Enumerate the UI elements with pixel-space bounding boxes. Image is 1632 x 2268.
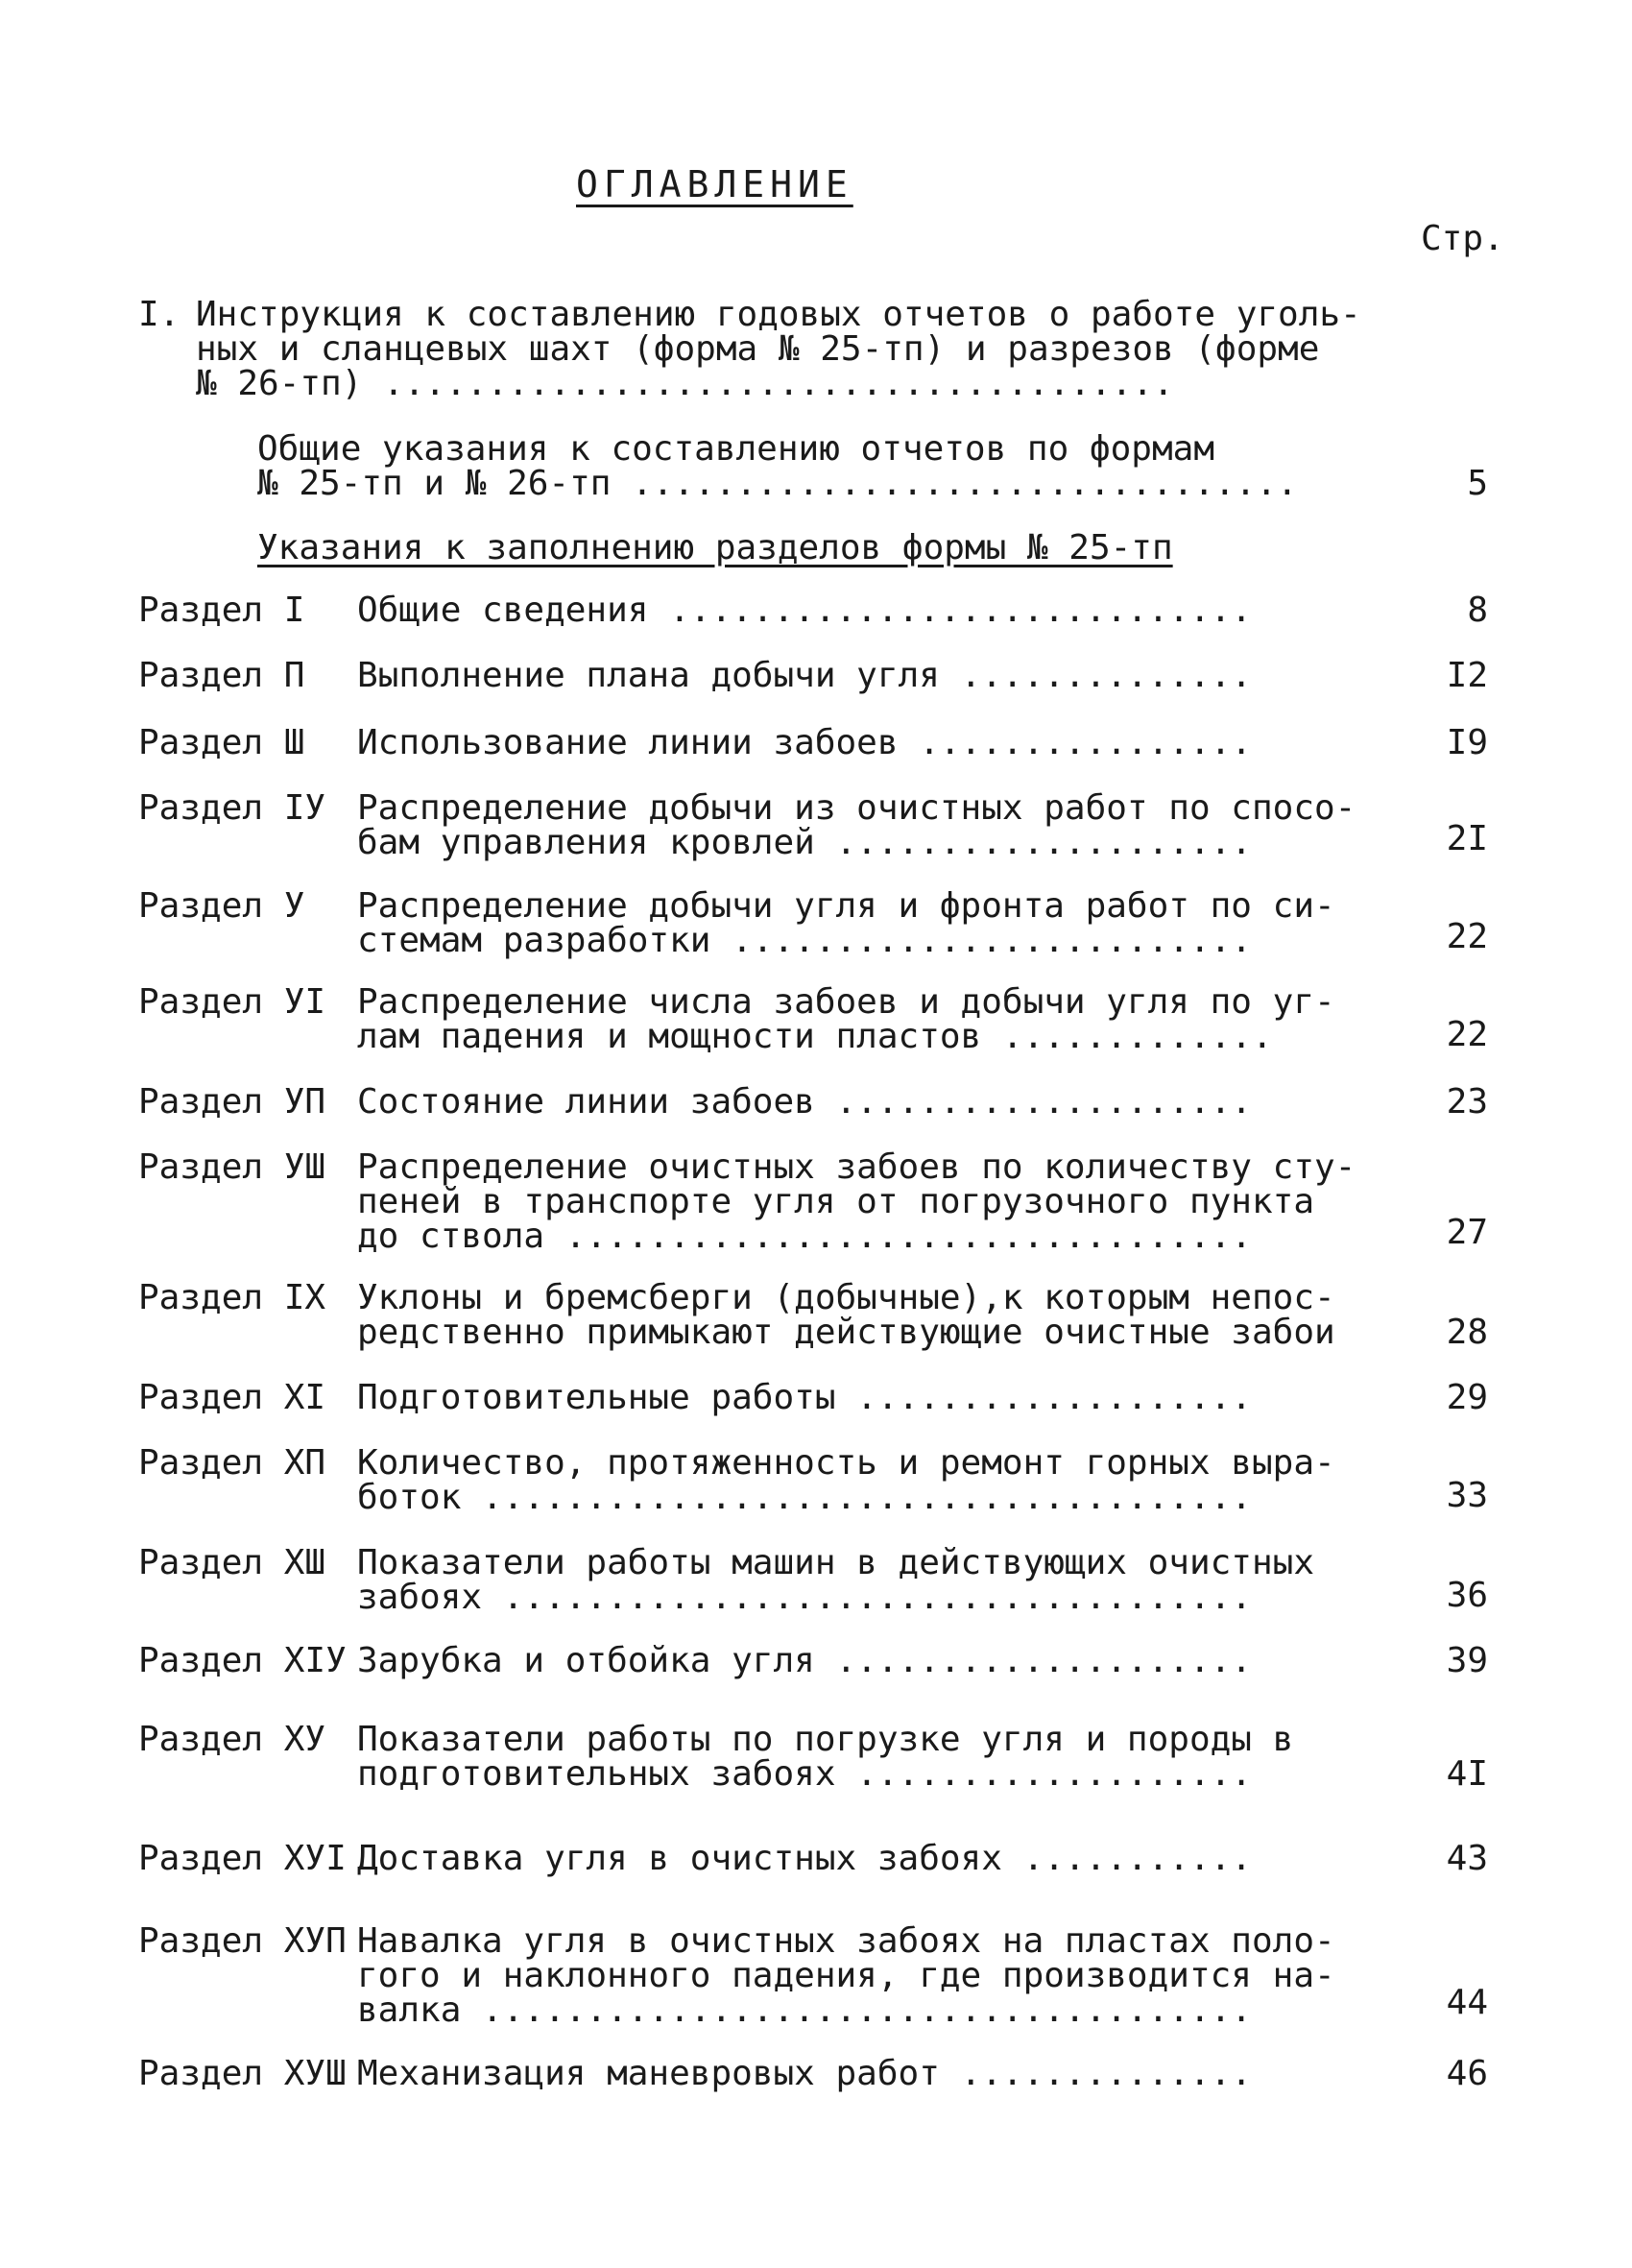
section-label: Раздел XI xyxy=(138,1378,326,1417)
section-line: забоях .................................... xyxy=(357,1578,1252,1617)
section-page: 39 xyxy=(1446,1641,1488,1680)
section-label: Раздел Ш xyxy=(138,723,305,762)
section-line: лам падения и мощности пластов ............. xyxy=(357,1017,1273,1056)
section-line: Механизация маневровых работ .............. xyxy=(357,2054,1252,2093)
section-line: Количество, протяженность и ремонт горных выра- xyxy=(357,1443,1335,1483)
section-title xyxy=(357,1543,1314,1617)
part1-line: Инструкция к составлению годовых отчетов о работе уголь- xyxy=(196,295,1361,334)
section-line: Доставка угля в очистных забоях ........... xyxy=(357,1839,1252,1878)
section-title xyxy=(357,1921,1335,2030)
section-line: Подготовительные работы ................... xyxy=(357,1378,1252,1417)
section-label: Раздел УШ xyxy=(138,1147,326,1187)
section-title xyxy=(357,1839,1252,1878)
section-page: 46 xyxy=(1446,2054,1488,2093)
section-label: Раздел XУI xyxy=(138,1839,347,1878)
general-line: Общие указания к составлению отчетов по формам xyxy=(257,429,1214,469)
section-line: Уклоны и бремсберги (добычные),к которым непос- xyxy=(357,1278,1335,1317)
section-label: Раздел I xyxy=(138,591,305,630)
section-label: Раздел XУП xyxy=(138,1921,347,1961)
section-line: Показатели работы по погрузке угля и породы в xyxy=(357,1720,1294,1759)
section-page: 8 xyxy=(1467,591,1488,630)
section-line: Распределение добычи угля и фронта работ по си- xyxy=(357,886,1335,926)
section-title xyxy=(357,1443,1335,1517)
section-title xyxy=(357,982,1335,1056)
section-title xyxy=(357,723,1252,762)
section-line: Распределение очистных забоев по количеству сту- xyxy=(357,1147,1356,1187)
section-line: Зарубка и отбойка угля .................... xyxy=(357,1641,1252,1680)
section-line: Распределение числа забоев и добычи угля по уг- xyxy=(357,982,1335,1022)
section-line: Общие сведения ............................ xyxy=(357,591,1252,630)
section-page: 44 xyxy=(1446,1983,1488,2022)
section-line: Использование линии забоев ................ xyxy=(357,723,1252,762)
section-page: 22 xyxy=(1446,1015,1488,1054)
section-line: Выполнение плана добычи угля .............. xyxy=(357,656,1252,695)
section-title xyxy=(357,1147,1356,1256)
section-page: 43 xyxy=(1446,1839,1488,1878)
section-line: пеней в транспорте угля от погрузочного пункта xyxy=(357,1182,1314,1221)
general-line: № 25-тп и № 26-тп ................................ xyxy=(257,464,1298,503)
part1-text xyxy=(196,295,1361,403)
section-label: Раздел IX xyxy=(138,1278,326,1317)
section-label: Раздел XУ xyxy=(138,1720,326,1759)
section-label: Раздел XУШ xyxy=(138,2054,347,2093)
section-page: 28 xyxy=(1446,1313,1488,1352)
section-page: 29 xyxy=(1446,1378,1488,1417)
section-label: Раздел XIУ xyxy=(138,1641,347,1680)
section-page: I2 xyxy=(1446,656,1488,695)
section-title xyxy=(357,1082,1252,1122)
section-page: 2I xyxy=(1446,819,1488,858)
part1-number: I. xyxy=(138,295,180,334)
section-title xyxy=(357,788,1356,862)
section-page: I9 xyxy=(1446,723,1488,762)
section-line: Показатели работы машин в действующих очистных xyxy=(357,1543,1314,1582)
section-title xyxy=(357,1278,1335,1352)
section-label: Раздел XП xyxy=(138,1443,326,1483)
section-page: 27 xyxy=(1446,1213,1488,1252)
general-page: 5 xyxy=(1467,464,1488,503)
section-title xyxy=(357,656,1252,695)
section-line: Распределение добычи из очистных работ по спосо- xyxy=(357,788,1356,828)
section-line: боток ..................................... xyxy=(357,1478,1252,1517)
part1-line: № 26-тп) ...................................... xyxy=(196,364,1174,403)
section-title xyxy=(357,1720,1294,1794)
section-title xyxy=(357,2054,1252,2093)
section-line: редственно примыкают действующие очистные забои xyxy=(357,1313,1335,1352)
section-title xyxy=(357,1378,1252,1417)
section-page: 36 xyxy=(1446,1576,1488,1615)
section-label: Раздел XШ xyxy=(138,1543,326,1582)
section-line: Навалка угля в очистных забоях на пластах поло- xyxy=(357,1921,1335,1961)
section-page: 4I xyxy=(1446,1754,1488,1794)
section-line: бам управления кровлей .................... xyxy=(357,823,1252,862)
page-column-header: Стр. xyxy=(1421,219,1504,258)
part1-line: ных и сланцевых шахт (форма № 25-тп) и разрезов (форме xyxy=(196,329,1320,369)
section-title xyxy=(357,1641,1252,1680)
section-line: стемам разработки ......................... xyxy=(357,921,1252,960)
section-label: Раздел П xyxy=(138,656,305,695)
section-page: 33 xyxy=(1446,1476,1488,1515)
section-page: 22 xyxy=(1446,917,1488,956)
section-title xyxy=(357,593,1252,628)
section-line: до ствола ................................. xyxy=(357,1217,1252,1256)
section-label: Раздел IУ xyxy=(138,788,326,828)
general-text xyxy=(257,429,1313,503)
page-title: ОГЛАВЛЕНИЕ xyxy=(576,163,853,205)
section-line: валка ..................................... xyxy=(357,1991,1252,2030)
section-label: Раздел УI xyxy=(138,982,326,1022)
section-line: Состояние линии забоев .................... xyxy=(357,1082,1252,1122)
section-label: Раздел УП xyxy=(138,1082,326,1122)
section-line: гого и наклонного падения, где производится на- xyxy=(357,1956,1335,1995)
section-label: Раздел У xyxy=(138,886,305,926)
section-title xyxy=(357,886,1335,960)
subheading: Указания к заполнению разделов формы № 25-тп xyxy=(257,528,1173,567)
section-line: подготовительных забоях ................... xyxy=(357,1754,1252,1794)
section-page: 23 xyxy=(1446,1082,1488,1122)
